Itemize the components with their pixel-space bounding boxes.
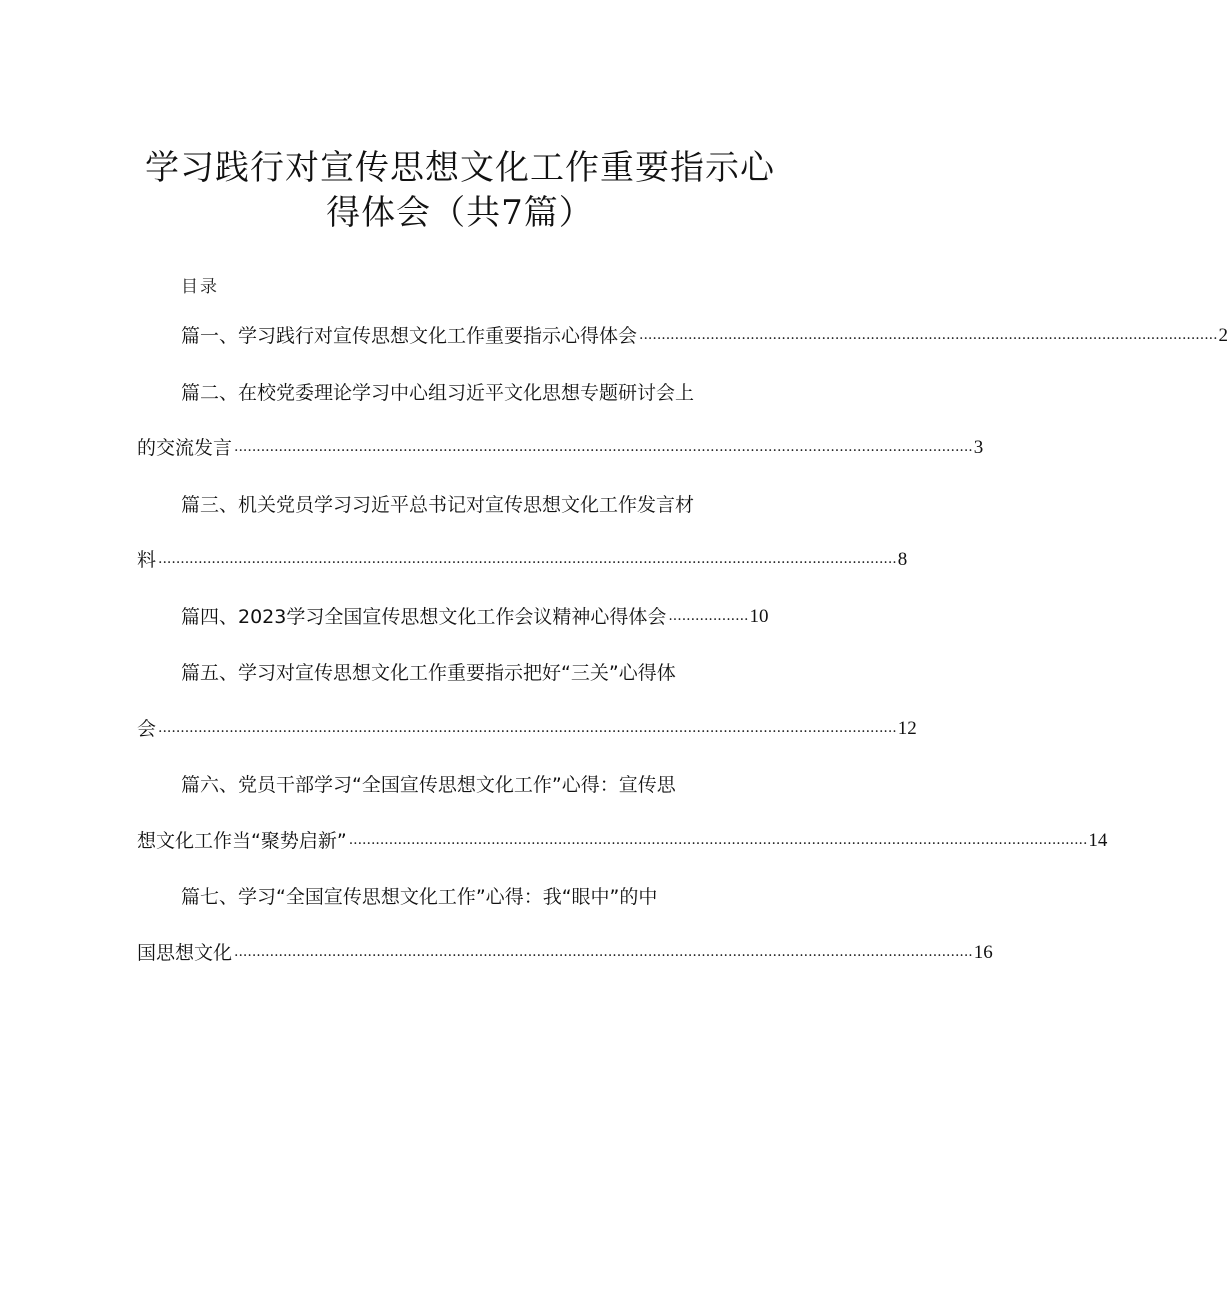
toc-entry-3-line-1[interactable]: 篇三、机关党员学习习近平总书记对宣传思想文化工作发言材: [181, 494, 695, 516]
toc-leader-dots: ......................................................................................................................................................................: [234, 439, 973, 455]
toc-entry-6-line-1[interactable]: 篇六、党员干部学习“全国宣传思想文化工作”心得：宣传思: [181, 774, 676, 796]
document-title-line-2: 得体会（共7篇）: [326, 193, 594, 233]
toc-entry-text: 会: [137, 718, 157, 740]
toc-page-number: 12: [897, 718, 917, 739]
toc-leader-dots: ......................................................................................................................................................................: [348, 832, 1088, 848]
toc-entry-text: 的交流发言: [137, 437, 233, 459]
toc-leader-dots: ......................................................................................................................................................................: [158, 551, 897, 567]
toc-entry-2-line-1[interactable]: 篇二、在校党委理论学习中心组习近平文化思想专题研讨会上: [181, 382, 695, 404]
toc-leader-dots: ......................................................................................................................................................................: [158, 720, 897, 736]
toc-entry-text: 篇一、学习践行对宣传思想文化工作重要指示心得体会: [181, 325, 638, 347]
toc-page-number: 8: [897, 549, 908, 570]
toc-page-number: 14: [1088, 830, 1108, 851]
toc-page-number: 2: [1218, 325, 1228, 346]
toc-entry-1[interactable]: [181, 324, 1228, 348]
toc-leader-dots: ..................................................................................................................................: [639, 327, 1218, 343]
toc-entry-7-line-2[interactable]: [137, 941, 993, 965]
toc-leader-dots: ......................................................................................................................................................................: [234, 944, 973, 960]
toc-entry-7-line-1[interactable]: 篇七、学习“全国宣传思想文化工作”心得：我“眼中”的中: [181, 886, 658, 908]
toc-heading: 目录: [181, 277, 219, 297]
toc-leader-dots: ..................: [668, 608, 749, 624]
toc-entry-text: 国思想文化: [137, 942, 233, 964]
toc-entry-5-line-2[interactable]: [137, 717, 917, 741]
toc-entry-3-line-2[interactable]: [137, 548, 908, 572]
toc-page-number: 10: [749, 606, 769, 627]
toc-entry-text: 想文化工作当“聚势启新”: [137, 830, 347, 852]
toc-entry-2-line-2[interactable]: [137, 436, 984, 460]
toc-page-number: 16: [973, 942, 993, 963]
toc-entry-text: 篇四、2023学习全国宣传思想文化工作会议精神心得体会: [181, 606, 667, 628]
document-title-line-1: 学习践行对宣传思想文化工作重要指示心: [145, 148, 775, 188]
toc-entry-6-line-2[interactable]: [137, 829, 1108, 853]
toc-entry-4[interactable]: [181, 605, 769, 629]
toc-page-number: 3: [973, 437, 984, 458]
toc-entry-5-line-1[interactable]: 篇五、学习对宣传思想文化工作重要指示把好“三关”心得体: [181, 662, 676, 684]
toc-entry-text: 料: [137, 549, 157, 571]
